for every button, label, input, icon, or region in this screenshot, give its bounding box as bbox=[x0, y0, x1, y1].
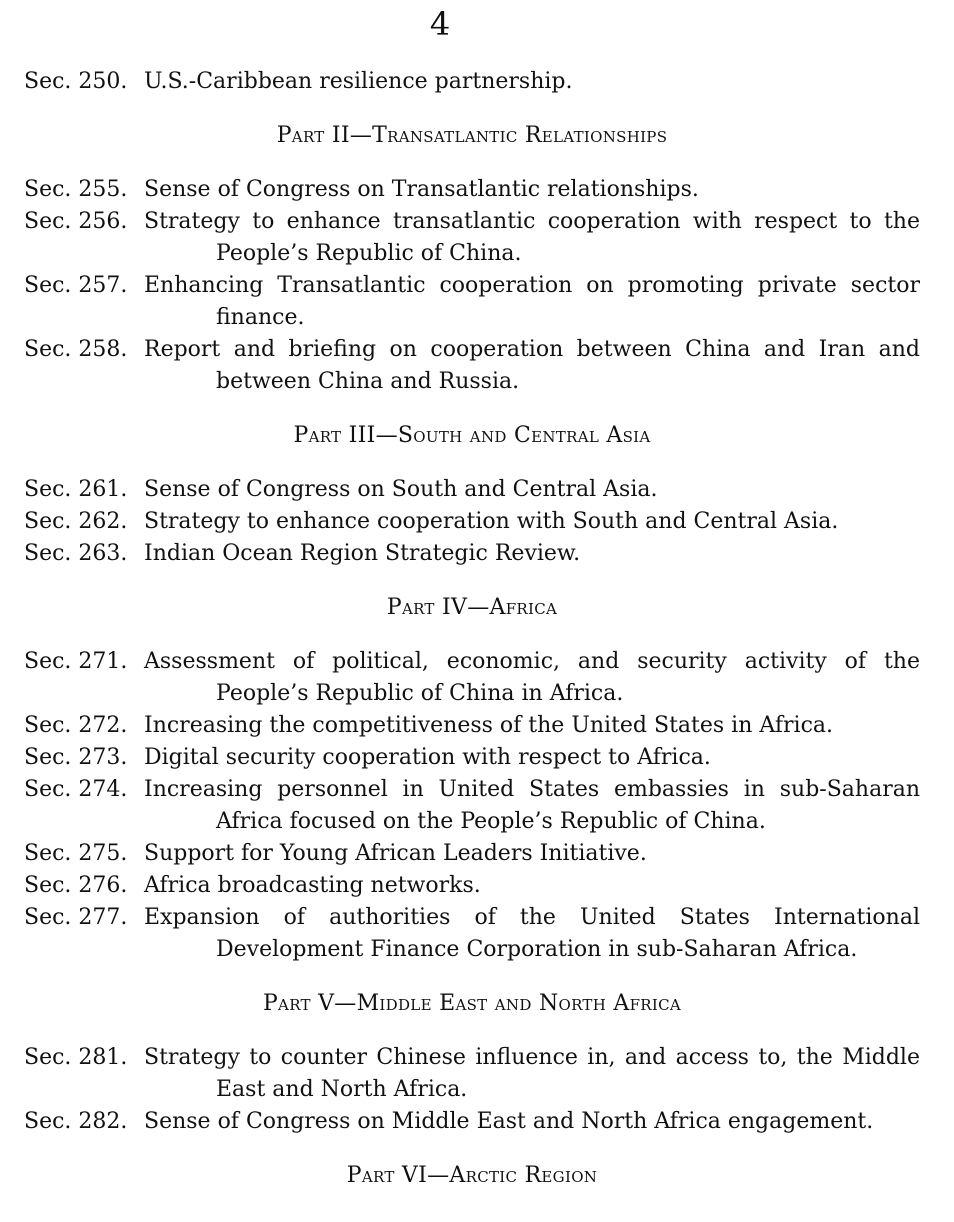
section-title: Increasing personnel in United States embassies in sub-Saharan Africa focused on the People’s Republic of China. bbox=[144, 777, 920, 834]
section-number: Sec. 261. bbox=[24, 477, 128, 502]
toc-entry bbox=[24, 506, 920, 538]
toc-entry bbox=[24, 270, 920, 334]
part-heading: Part III—South and Central Asia bbox=[293, 423, 651, 448]
toc-entry bbox=[24, 206, 920, 270]
part-heading: Part IV—Africa bbox=[386, 595, 558, 620]
toc-entry bbox=[24, 538, 920, 570]
toc-entry bbox=[24, 646, 920, 710]
section-title: Sense of Congress on Middle East and North Africa engagement. bbox=[144, 1109, 874, 1134]
toc-entry bbox=[24, 774, 920, 838]
section-title: U.S.-Caribbean resilience partnership. bbox=[144, 69, 573, 94]
section-number: Sec. 262. bbox=[24, 509, 128, 534]
section-title: Support for Young African Leaders Initiative. bbox=[144, 841, 647, 866]
section-number: Sec. 273. bbox=[24, 745, 128, 770]
section-title: Assessment of political, economic, and security activity of the People’s Republic of China in Africa. bbox=[144, 649, 920, 706]
toc-entry bbox=[24, 710, 920, 742]
toc-entry bbox=[24, 1106, 920, 1138]
section-title: Strategy to enhance transatlantic cooperation with respect to the People’s Republic of China. bbox=[144, 209, 920, 266]
section-title: Indian Ocean Region Strategic Review. bbox=[144, 541, 581, 566]
toc-entry bbox=[24, 474, 920, 506]
section-number: Sec. 281. bbox=[24, 1045, 128, 1070]
section-number: Sec. 276. bbox=[24, 873, 128, 898]
section-number: Sec. 263. bbox=[24, 541, 128, 566]
section-title: Strategy to enhance cooperation with South and Central Asia. bbox=[144, 509, 839, 534]
section-title: Digital security cooperation with respect to Africa. bbox=[144, 745, 711, 770]
toc-entry bbox=[24, 838, 920, 870]
section-title: Sense of Congress on South and Central Asia. bbox=[144, 477, 658, 502]
section-number: Sec. 274. bbox=[24, 777, 128, 802]
section-title: Africa broadcasting networks. bbox=[144, 873, 481, 898]
toc-entry bbox=[24, 174, 920, 206]
section-number: Sec. 258. bbox=[24, 337, 128, 362]
toc-entry bbox=[24, 902, 920, 966]
section-number: Sec. 272. bbox=[24, 713, 128, 738]
part-heading: Part VI—Arctic Region bbox=[346, 1163, 598, 1188]
toc-entry bbox=[24, 1042, 920, 1106]
part-heading: Part II—Transatlantic Relationships bbox=[276, 123, 668, 148]
toc-entry bbox=[24, 334, 920, 398]
section-number: Sec. 257. bbox=[24, 273, 128, 298]
section-title: Increasing the competitiveness of the United States in Africa. bbox=[144, 713, 834, 738]
toc-entry bbox=[24, 870, 920, 902]
part-heading: Part V—Middle East and North Africa bbox=[262, 991, 682, 1016]
section-title: Strategy to counter Chinese influence in, and access to, the Middle East and North Africa. bbox=[144, 1045, 920, 1102]
section-number: Sec. 271. bbox=[24, 649, 128, 674]
section-number: Sec. 277. bbox=[24, 905, 128, 930]
toc-entry bbox=[24, 66, 920, 98]
section-title: Sense of Congress on Transatlantic relationships. bbox=[144, 177, 699, 202]
section-title: Report and briefing on cooperation between China and Iran and between China and Russia. bbox=[144, 337, 920, 394]
section-title: Expansion of authorities of the United States International Development Finance Corporation in sub-Saharan Africa. bbox=[144, 905, 920, 962]
section-number: Sec. 255. bbox=[24, 177, 128, 202]
section-number: Sec. 250. bbox=[24, 69, 128, 94]
table-of-contents bbox=[24, 66, 920, 1214]
section-number: Sec. 256. bbox=[24, 209, 128, 234]
section-number: Sec. 275. bbox=[24, 841, 128, 866]
toc-entry bbox=[24, 742, 920, 774]
page-number: 4 bbox=[429, 5, 451, 43]
section-number: Sec. 282. bbox=[24, 1109, 128, 1134]
section-title: Enhancing Transatlantic cooperation on promoting private sector finance. bbox=[144, 273, 920, 330]
